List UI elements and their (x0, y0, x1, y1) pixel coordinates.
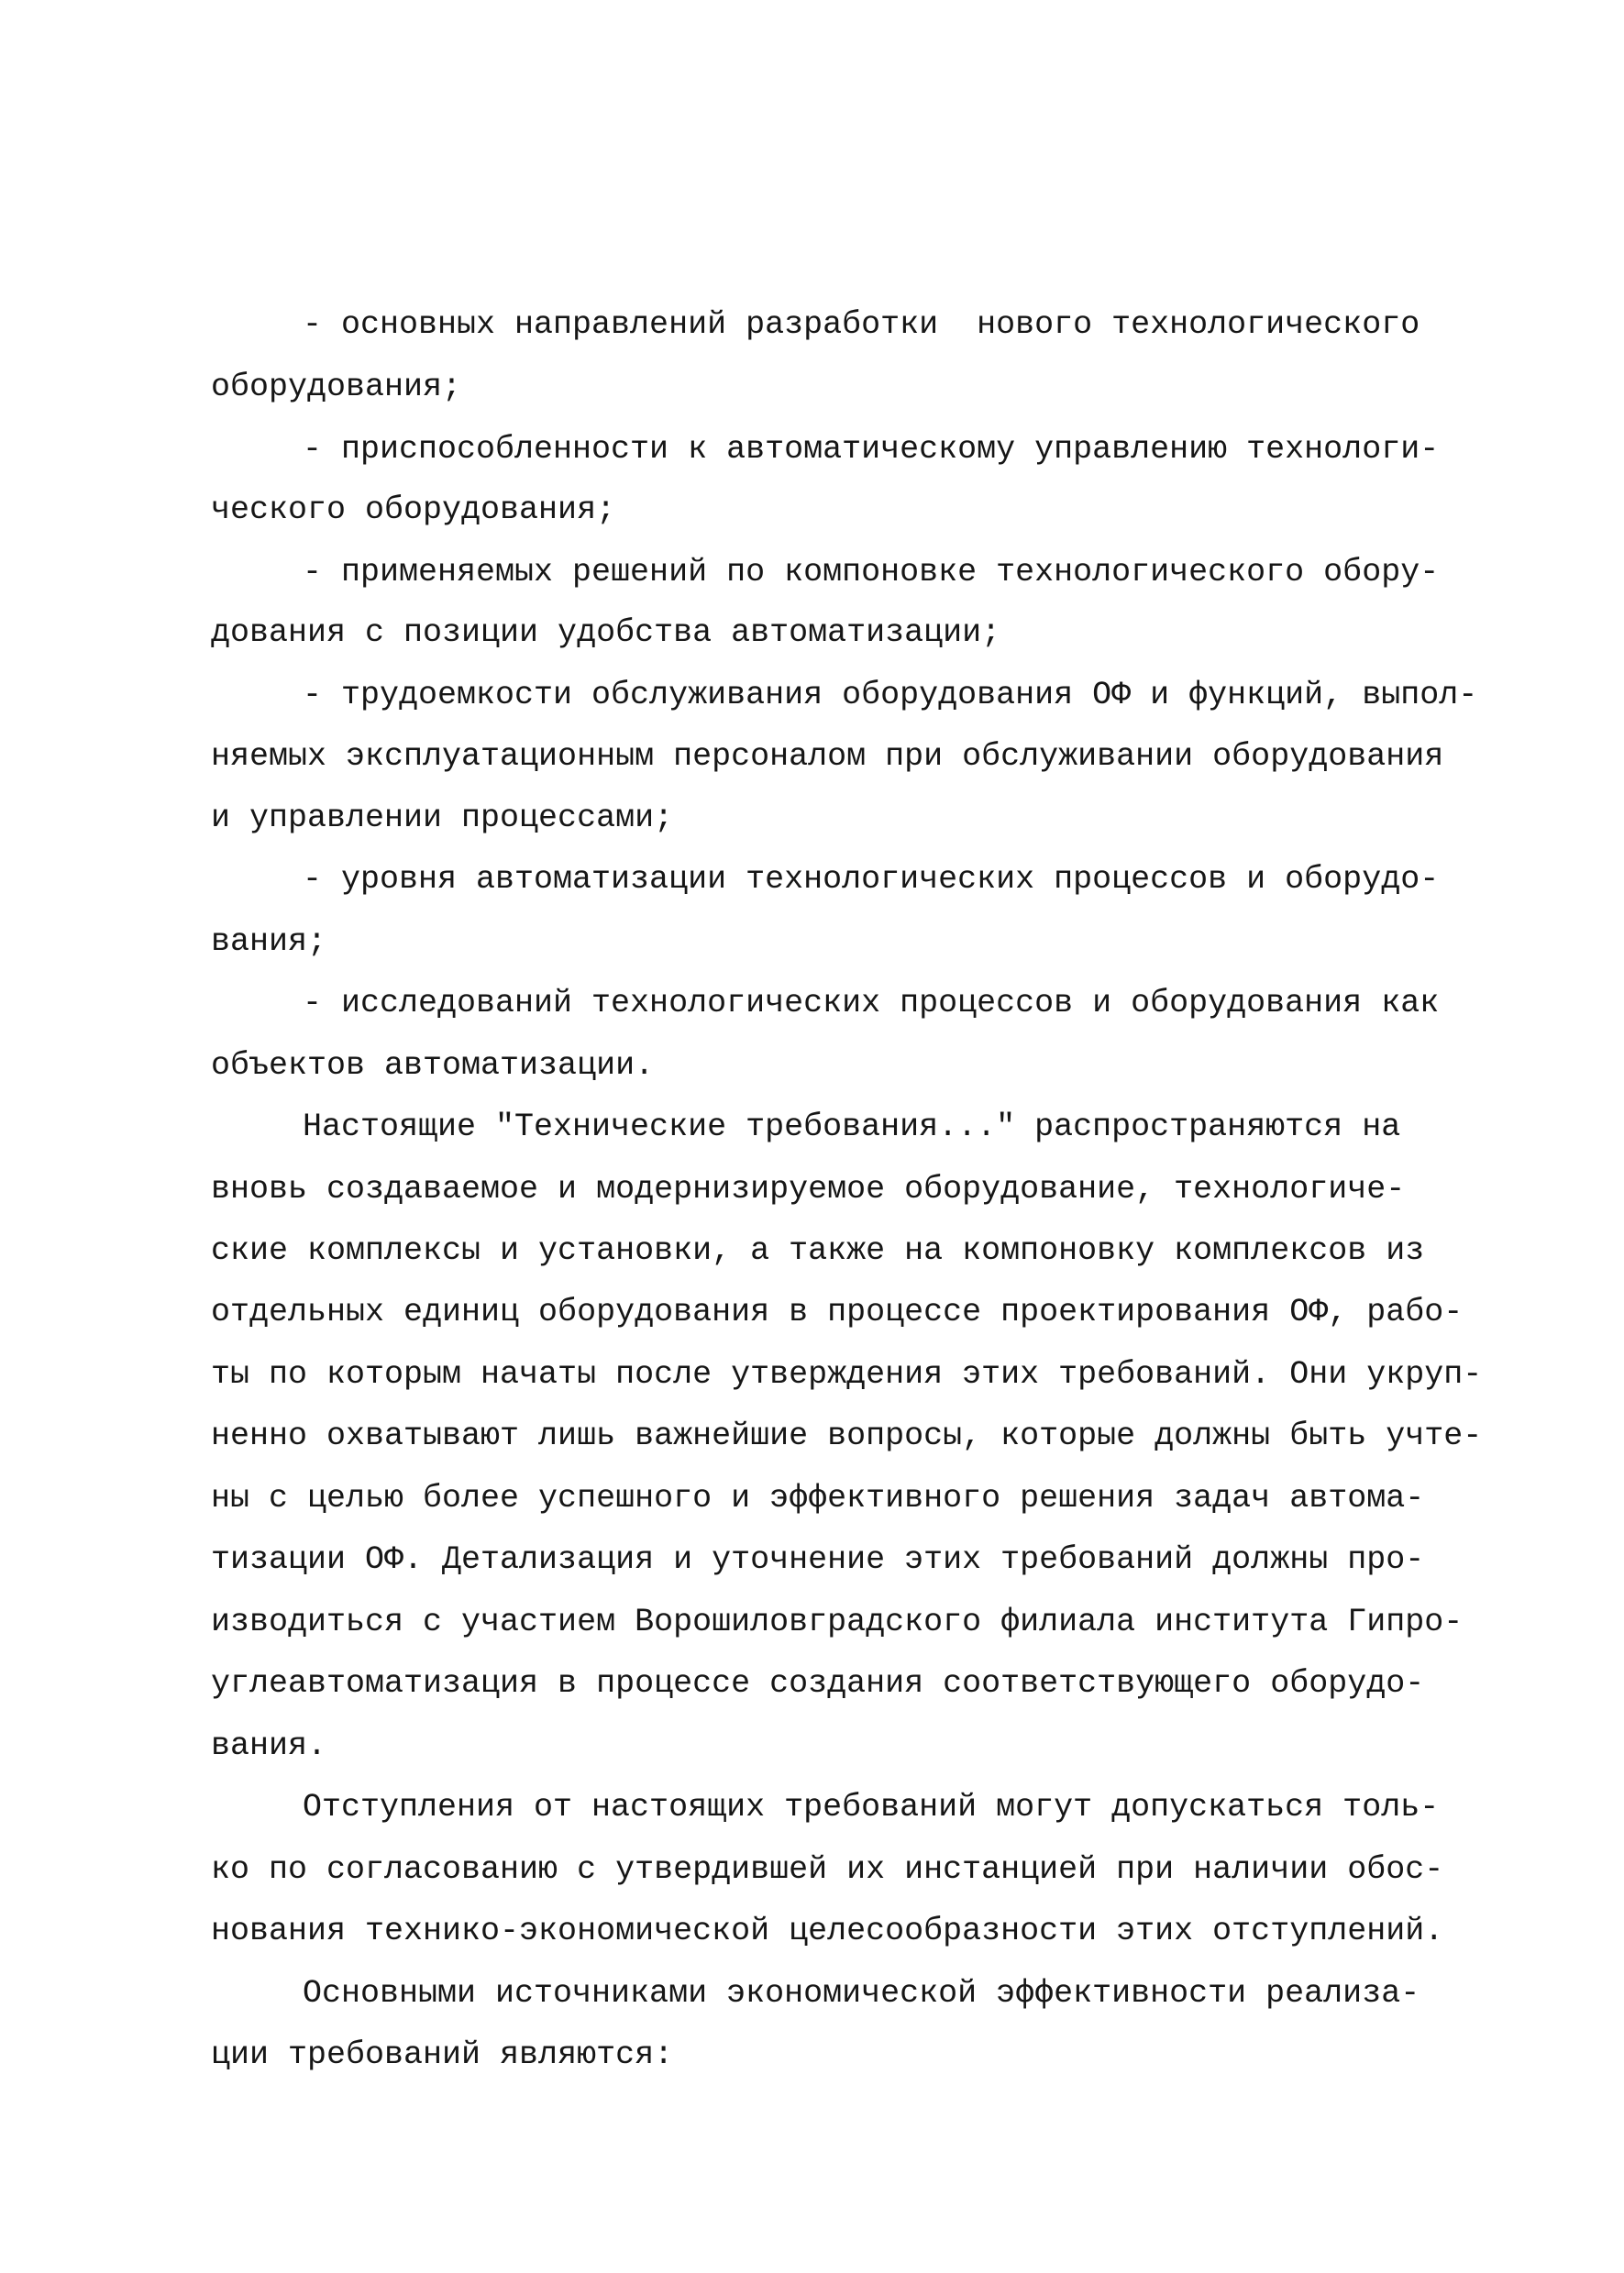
text-line: дования с позиции удобства автоматизации; (211, 614, 1001, 651)
text-line: объектов автоматизации. (211, 1047, 655, 1084)
text-line: ческого оборудования; (211, 491, 616, 528)
text-line: - трудоемкости обслуживания оборудования ОФ и функций, выпол- (303, 677, 1478, 713)
text-line: вания. (211, 1727, 327, 1764)
text-line: - приспособленности к автоматическому управлению технологи- (303, 431, 1440, 468)
text-line: ненно охватывают лишь важнейшие вопросы, которые должны быть учте- (211, 1418, 1483, 1454)
text-line: Основными источниками экономической эффективности реализа- (303, 1975, 1420, 2012)
text-line: - исследований технологических процессов и оборудования как (303, 985, 1440, 1021)
text-line: вания; (211, 923, 327, 960)
text-line: тизации ОФ. Детализация и уточнение этих требований должны про- (211, 1541, 1425, 1578)
text-line: няемых эксплуатационным персоналом при обслуживании оборудования (211, 738, 1444, 775)
text-line: вновь создаваемое и модернизируемое оборудование, технологиче- (211, 1171, 1406, 1208)
text-line: и управлении процессами; (211, 800, 674, 836)
text-line: отдельных единиц оборудования в процессе проектирования ОФ, рабо- (211, 1294, 1464, 1330)
text-line: ции требований являются: (211, 2036, 674, 2073)
text-line: ты по которым начаты после утверждения этих требований. Они укруп- (211, 1356, 1483, 1393)
text-line: - применяемых решений по компоновке технологического обору- (303, 554, 1440, 590)
text-line: Настоящие "Технические требования..." распространяются на (303, 1109, 1401, 1145)
text-line: углеавтоматизация в процессе создания соответствующего оборудо- (211, 1665, 1425, 1702)
text-line: Отступления от настоящих требований могут допускаться толь- (303, 1789, 1440, 1826)
text-line: - уровня автоматизации технологических процессов и оборудо- (303, 861, 1440, 898)
text-line: - основных направлений разработки нового технологического (303, 306, 1420, 343)
text-line: изводиться с участием Ворошиловградского филиала института Гипро- (211, 1604, 1464, 1640)
text-line: ны с целью более успешного и эффективного решения задач автома- (211, 1480, 1425, 1517)
text-line: ские комплексы и установки, а также на компоновку комплексов из (211, 1232, 1425, 1269)
text-line: нования технико-экономической целесообразности этих отступлений. (211, 1913, 1444, 1949)
text-line: ко по согласованию с утвердившей их инстанцией при наличии обос- (211, 1851, 1444, 1888)
text-line: оборудования; (211, 369, 462, 405)
